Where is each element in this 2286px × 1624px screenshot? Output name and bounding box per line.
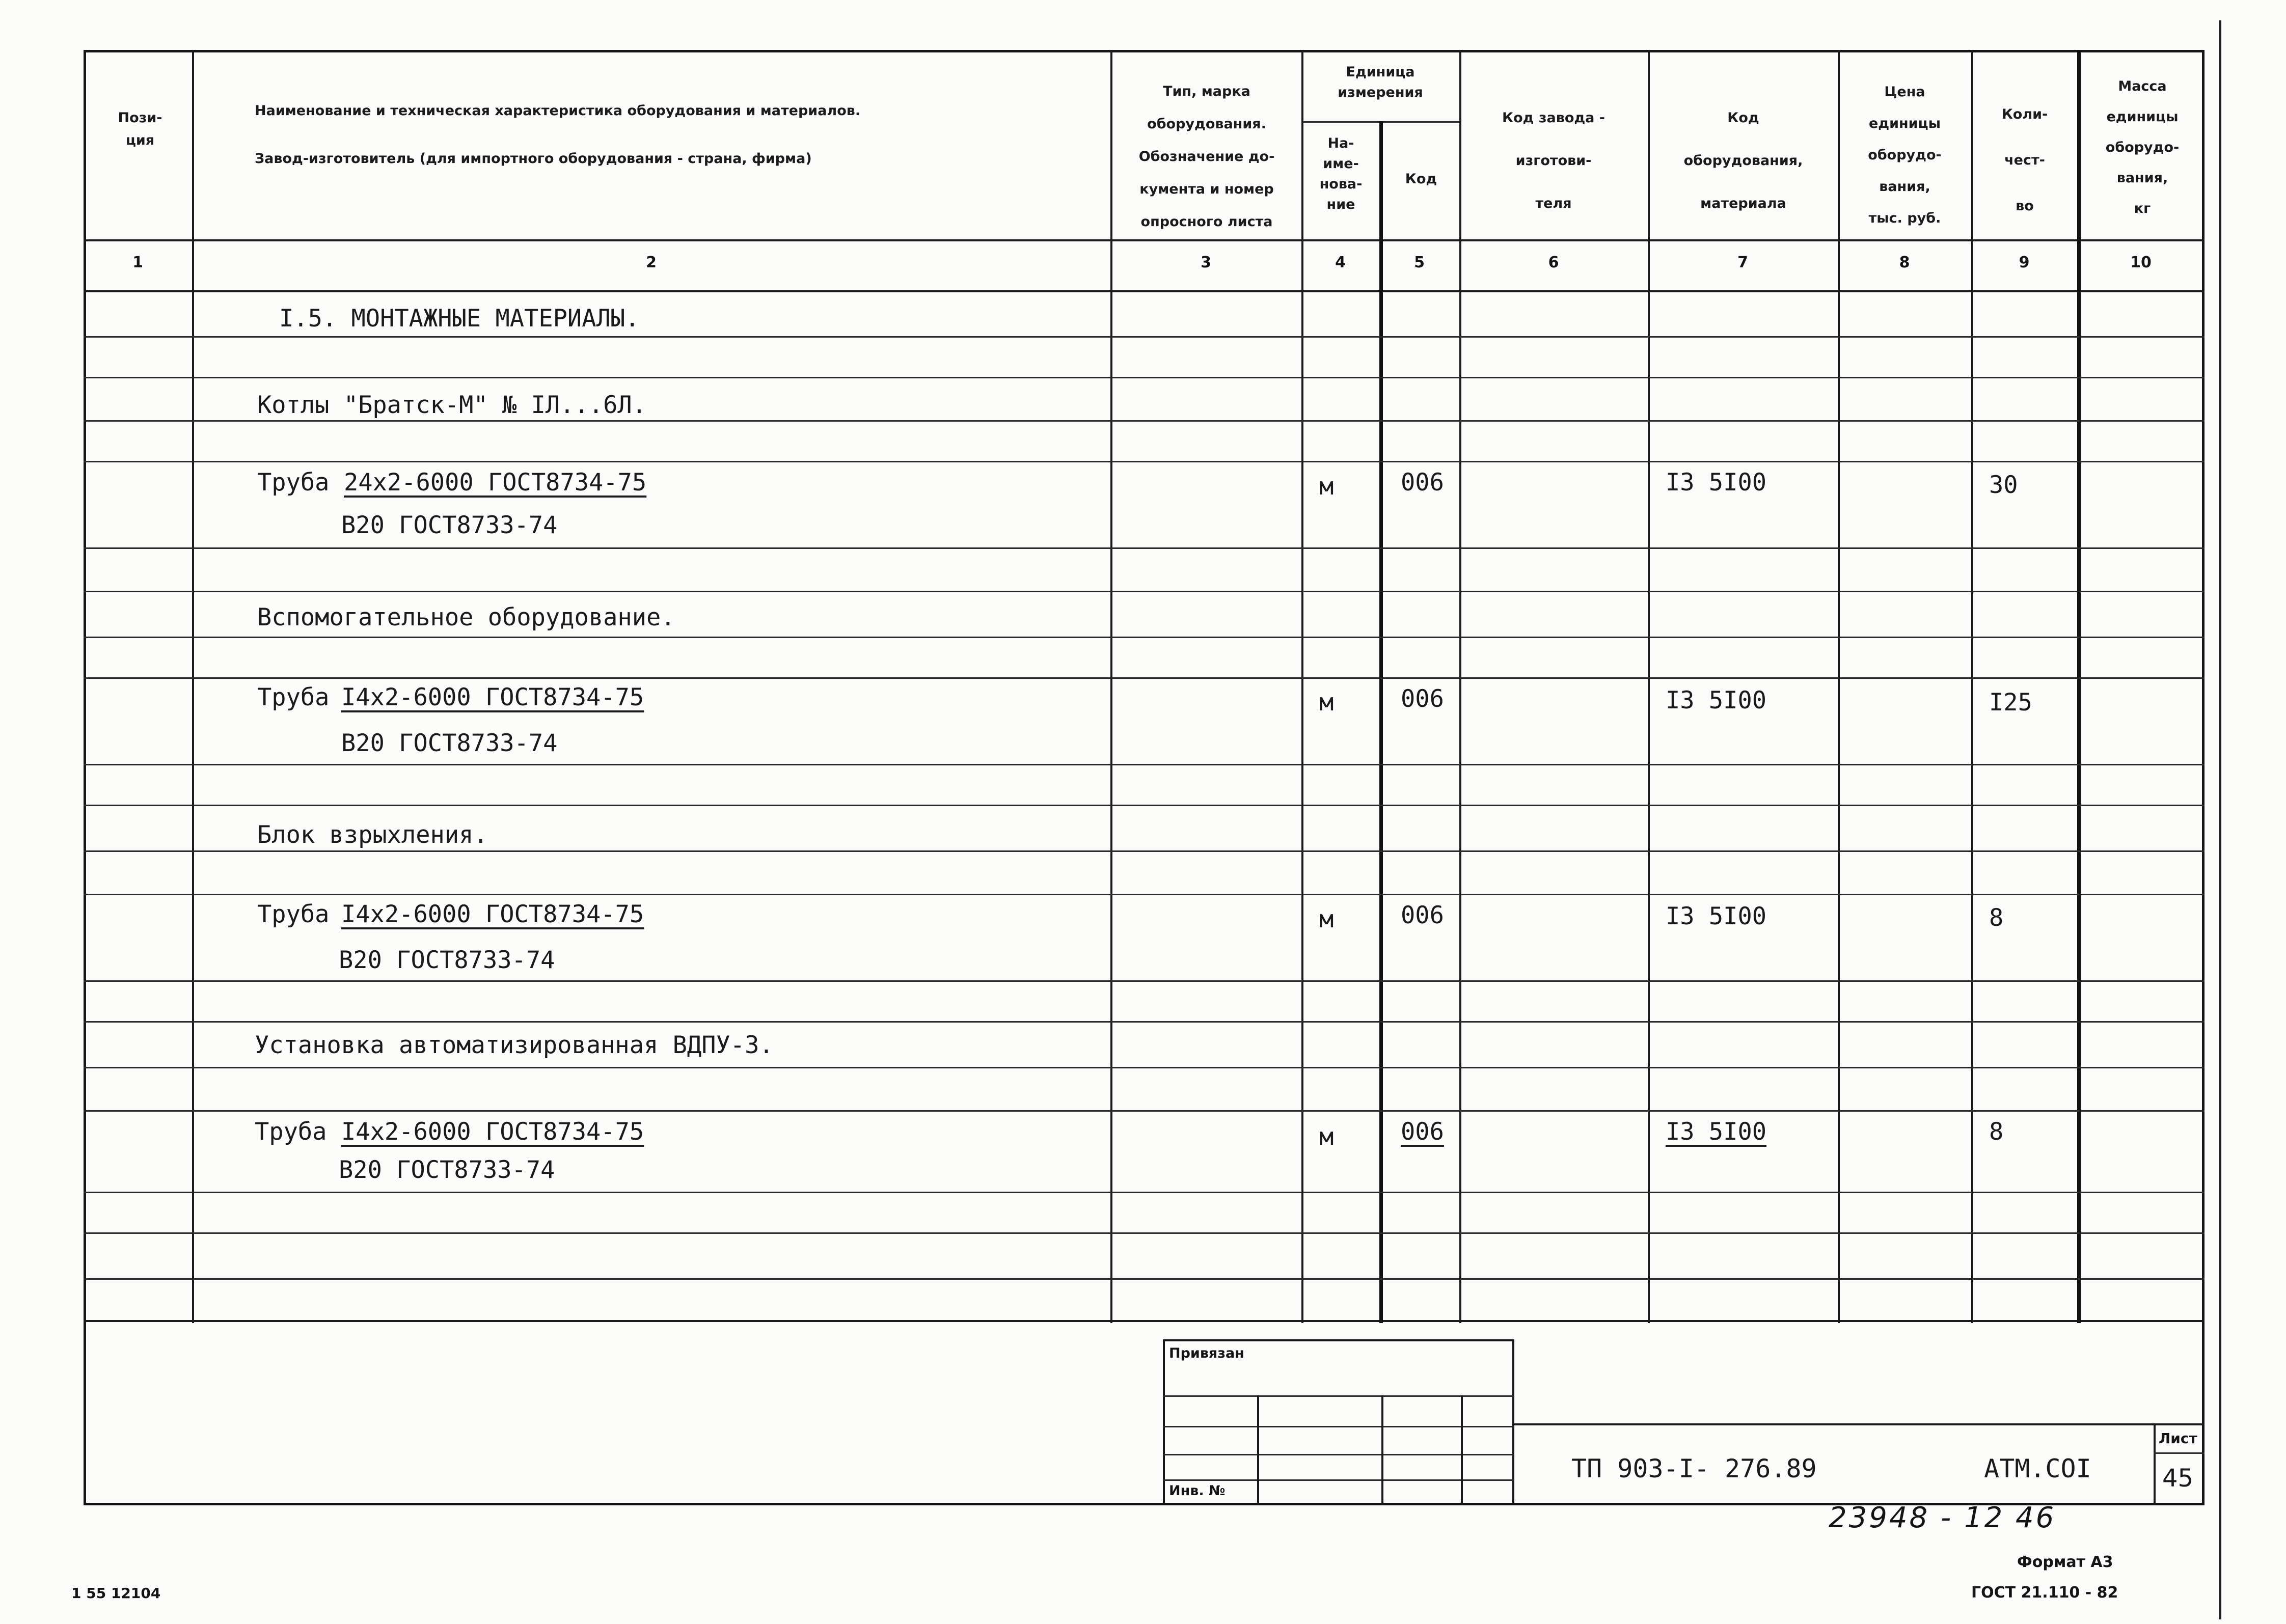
col-number: 1 <box>132 254 143 271</box>
row-rule <box>84 894 2205 895</box>
header-mass: Масса единицы оборудо- вания, кг <box>2105 78 2180 216</box>
item-name-prefix: Труба <box>257 900 330 928</box>
designation-top-rule <box>1514 1423 2205 1425</box>
item-material-code: I3 5I00 <box>1666 1118 1767 1146</box>
row-rule <box>84 336 2205 338</box>
item-unit: м <box>1319 473 1334 501</box>
item-unit: м <box>1319 689 1334 717</box>
binding-label: Привязан <box>1169 1345 1244 1361</box>
group-title-2: Вспомогательное оборудование. <box>257 603 675 631</box>
inventory-number-label: Инв. № <box>1169 1483 1226 1499</box>
sheet-divider <box>2154 1423 2156 1505</box>
row-rule <box>84 377 2205 378</box>
row-rule <box>84 1278 2205 1280</box>
col-number: 5 <box>1414 254 1425 271</box>
stamp-divider <box>1381 1395 1383 1505</box>
item-unit-code: 006 <box>1401 1118 1444 1146</box>
header-equipment-code: Код оборудования, материала <box>1683 110 1803 211</box>
header-name-line1: Наименование и техническая характеристика оборудования и материалов. <box>255 103 861 119</box>
col-divider-1 <box>192 50 194 1323</box>
col-number: 10 <box>2130 254 2152 271</box>
item-unit-code: 006 <box>1401 685 1444 713</box>
header-price: Цена единицы оборудо- вания, тыс. руб. <box>1868 84 1942 226</box>
col-divider-9 <box>2077 50 2081 1323</box>
header-position: Пози- ция <box>118 110 162 148</box>
item-name-prefix: Труба <box>255 1118 327 1146</box>
header-name-line2: Завод-изготовитель (для импортного оборудования - страна, фирма) <box>255 151 812 167</box>
group-title-1: Котлы "Братск-М" № IЛ...6Л. <box>257 391 647 419</box>
item-name: I4х2-6000 ГОСТ8734-75 <box>341 683 644 711</box>
col-number: 7 <box>1737 254 1748 271</box>
sheet-code-label: 1 55 12104 <box>71 1585 161 1602</box>
right-margin-line <box>2219 20 2221 1619</box>
col-divider-6 <box>1648 50 1650 1323</box>
item-name: I4х2-6000 ГОСТ8734-75 <box>341 900 644 928</box>
row-rule <box>84 591 2205 592</box>
item-unit: м <box>1319 1123 1334 1151</box>
item-unit-code: 006 <box>1401 901 1444 929</box>
item-quantity: I25 <box>1989 689 2032 717</box>
item-quantity: 30 <box>1989 471 2018 499</box>
item-name-sub: В20 ГОСТ8733-74 <box>339 1156 555 1184</box>
table-bottom-rule <box>84 1320 2205 1322</box>
row-rule <box>84 764 2205 765</box>
item-material-code: I3 5I00 <box>1666 686 1767 714</box>
sheet-rule <box>2154 1452 2205 1454</box>
stamp-divider <box>1257 1395 1259 1505</box>
section-title: I.5. МОНТАЖНЫЕ МАТЕРИАЛЫ. <box>279 305 640 333</box>
header-bottom-rule <box>84 239 2205 241</box>
item-unit-code: 006 <box>1401 469 1444 497</box>
col-divider-3 <box>1301 50 1303 1323</box>
header-unit-group: Единица измерения <box>1338 64 1423 100</box>
header-unit-name: На- име- нова- ние <box>1319 135 1363 212</box>
row-rule <box>84 547 2205 549</box>
item-quantity: 8 <box>1989 1118 2004 1146</box>
header-manufacturer-code: Код завода - изготови- теля <box>1502 110 1605 211</box>
item-name-sub: В20 ГОСТ8733-74 <box>341 511 558 539</box>
col-number: 6 <box>1548 254 1559 271</box>
group-title-4: Установка автоматизированная ВДПУ-3. <box>255 1031 774 1059</box>
item-unit: м <box>1319 905 1334 933</box>
row-rule <box>84 980 2205 982</box>
row-rule <box>84 850 2205 852</box>
row-rule <box>84 637 2205 638</box>
header-unit-code: Код <box>1405 171 1437 187</box>
row-rule <box>84 805 2205 806</box>
format-label: Формат А3 <box>2017 1553 2113 1571</box>
col-number: 9 <box>2019 254 2030 271</box>
row-rule <box>84 1232 2205 1234</box>
item-quantity: 8 <box>1989 904 2004 932</box>
gost-label: ГОСТ 21.110 - 82 <box>1971 1584 2118 1602</box>
row-rule <box>84 1110 2205 1112</box>
header-type: Тип, марка оборудования. Обозначение до- кумента и номер опросного листа <box>1138 84 1275 230</box>
col-number: 4 <box>1335 254 1346 271</box>
item-name-prefix: Труба <box>257 683 330 711</box>
col-divider-8 <box>1971 50 1973 1323</box>
col-number: 2 <box>646 254 657 271</box>
document-designation: ТП 903-I- 276.89 <box>1571 1454 1817 1483</box>
item-name-prefix: Труба <box>257 469 330 497</box>
group-title-3: Блок взрыхления. <box>257 821 488 849</box>
row-rule <box>84 1192 2205 1193</box>
item-material-code: I3 5I00 <box>1666 902 1767 930</box>
row-rule <box>84 677 2205 679</box>
row-rule <box>84 461 2205 462</box>
row-rule <box>84 420 2205 422</box>
document-code: АТМ.СОI <box>1984 1454 2091 1483</box>
item-name-sub: В20 ГОСТ8733-74 <box>341 729 558 757</box>
header-quantity: Коли- чест- во <box>2001 106 2048 214</box>
col-divider-7 <box>1838 50 1840 1323</box>
item-material-code: I3 5I00 <box>1666 469 1767 497</box>
item-name: I4х2-6000 ГОСТ8734-75 <box>341 1118 644 1146</box>
stamp-divider <box>1461 1395 1463 1505</box>
handwritten-inventory-number: 23948 - 12 46 <box>1829 1501 2056 1534</box>
item-name: 24х2-6000 ГОСТ8734-75 <box>344 469 647 497</box>
col-number: 3 <box>1201 254 1211 271</box>
sheet-label: Лист <box>2159 1430 2197 1447</box>
number-row-bottom-rule <box>84 290 2205 292</box>
row-rule <box>84 1021 2205 1023</box>
col-divider-5 <box>1459 50 1461 1323</box>
item-name-sub: В20 ГОСТ8733-74 <box>339 946 555 974</box>
col-number: 8 <box>1899 254 1910 271</box>
row-rule <box>84 1067 2205 1068</box>
sheet-number: 45 <box>2162 1464 2194 1493</box>
col-divider-4 <box>1379 121 1383 1323</box>
col-divider-2 <box>1110 50 1112 1323</box>
